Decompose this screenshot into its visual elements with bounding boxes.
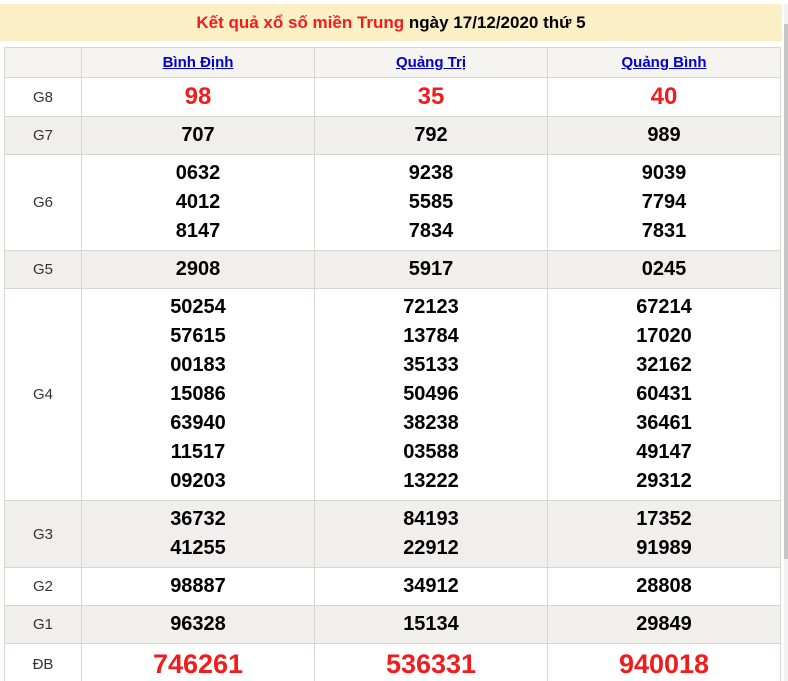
prize-label: G8 (5, 78, 82, 117)
result-cell (82, 155, 315, 251)
result-cell (315, 78, 548, 117)
prize-label: ĐB (5, 644, 82, 681)
result-number: 0245 (641, 258, 687, 280)
result-number: 00183 (170, 354, 226, 376)
result-cell (82, 289, 315, 501)
results-body (5, 78, 781, 681)
prize-label: G1 (5, 606, 82, 644)
result-number: 35133 (403, 354, 459, 376)
result-number: 84193 (403, 508, 459, 530)
page (0, 4, 788, 681)
result-number: 17352 (636, 508, 692, 530)
result-number: 41255 (170, 537, 226, 559)
result-cell (548, 501, 781, 568)
result-number: 36461 (636, 412, 692, 434)
result-number: 22912 (403, 537, 459, 559)
scrollbar-track (784, 4, 788, 681)
result-number: 29312 (636, 470, 692, 492)
table-row (5, 155, 781, 251)
table-row (5, 117, 781, 155)
result-number: 09203 (170, 470, 226, 492)
result-number: 707 (181, 124, 215, 146)
prize-label: G3 (5, 501, 82, 568)
page-title-date: ngày 17/12/2020 thứ 5 (404, 12, 586, 32)
result-cell (548, 568, 781, 606)
result-cell (82, 117, 315, 155)
result-number: 98887 (170, 575, 226, 597)
result-number: 11517 (170, 441, 226, 463)
results-table (4, 47, 781, 681)
result-number: 57615 (170, 325, 226, 347)
province-header (315, 48, 548, 78)
result-cell (82, 606, 315, 644)
result-number: 32162 (636, 354, 692, 376)
result-number: 9039 (641, 162, 687, 184)
result-number: 49147 (636, 441, 692, 463)
result-number: 34912 (403, 575, 459, 597)
prize-label: G5 (5, 251, 82, 289)
result-cell (548, 606, 781, 644)
table-row (5, 251, 781, 289)
result-cell (548, 251, 781, 289)
result-number: 36732 (170, 508, 226, 530)
title-bar (0, 4, 782, 41)
result-number: 7831 (641, 220, 687, 242)
result-number: 2908 (175, 258, 221, 280)
page-title-highlight: Kết quả xổ số miền Trung (196, 12, 405, 32)
result-number: 13784 (403, 325, 459, 347)
table-row (5, 289, 781, 501)
result-cell (82, 644, 315, 681)
result-number: 5917 (408, 258, 454, 280)
result-cell (315, 289, 548, 501)
result-number: 7794 (641, 191, 687, 213)
prize-label: G6 (5, 155, 82, 251)
result-number: 8147 (175, 220, 221, 242)
province-link[interactable]: Bình Định (162, 54, 234, 71)
result-cell (548, 644, 781, 681)
result-number: 67214 (636, 296, 692, 318)
result-cell (548, 78, 781, 117)
result-cell (315, 155, 548, 251)
result-number: 40 (650, 83, 678, 110)
result-number: 13222 (403, 470, 459, 492)
result-number: 536331 (385, 649, 477, 679)
result-cell (82, 78, 315, 117)
corner-cell (5, 48, 82, 78)
result-cell (82, 251, 315, 289)
province-link[interactable]: Quảng Bình (621, 54, 707, 71)
result-number: 15086 (170, 383, 226, 405)
result-cell (315, 117, 548, 155)
result-number: 15134 (403, 613, 459, 635)
result-number: 0632 (175, 162, 221, 184)
result-cell (315, 568, 548, 606)
result-number: 28808 (636, 575, 692, 597)
result-cell (315, 644, 548, 681)
result-number: 03588 (403, 441, 459, 463)
result-number: 17020 (636, 325, 692, 347)
result-number: 989 (647, 124, 681, 146)
result-cell (548, 117, 781, 155)
result-cell (82, 501, 315, 568)
result-number: 50496 (403, 383, 459, 405)
result-number: 792 (414, 124, 448, 146)
result-number: 7834 (408, 220, 454, 242)
result-number: 50254 (170, 296, 226, 318)
result-cell (548, 155, 781, 251)
scrollbar-thumb[interactable] (784, 24, 788, 559)
result-number: 746261 (152, 649, 244, 679)
table-row (5, 568, 781, 606)
result-number: 72123 (403, 296, 459, 318)
result-number: 35 (417, 83, 445, 110)
header-row (5, 48, 781, 78)
table-row (5, 606, 781, 644)
result-number: 38238 (403, 412, 459, 434)
province-header (548, 48, 781, 78)
result-cell (315, 251, 548, 289)
province-header (82, 48, 315, 78)
result-cell (82, 568, 315, 606)
result-number: 4012 (175, 191, 221, 213)
province-link[interactable]: Quảng Trị (395, 54, 466, 71)
result-number: 5585 (408, 191, 454, 213)
result-number: 940018 (618, 649, 710, 679)
result-cell (548, 289, 781, 501)
result-number: 98 (184, 83, 212, 110)
result-cell (315, 606, 548, 644)
table-row (5, 501, 781, 568)
result-number: 9238 (408, 162, 454, 184)
table-row (5, 644, 781, 681)
result-number: 63940 (170, 412, 226, 434)
table-row (5, 78, 781, 117)
result-number: 60431 (636, 383, 692, 405)
result-number: 96328 (170, 613, 226, 635)
prize-label: G7 (5, 117, 82, 155)
prize-label: G2 (5, 568, 82, 606)
result-number: 91989 (636, 537, 692, 559)
prize-label: G4 (5, 289, 82, 501)
result-number: 29849 (636, 613, 692, 635)
result-cell (315, 501, 548, 568)
